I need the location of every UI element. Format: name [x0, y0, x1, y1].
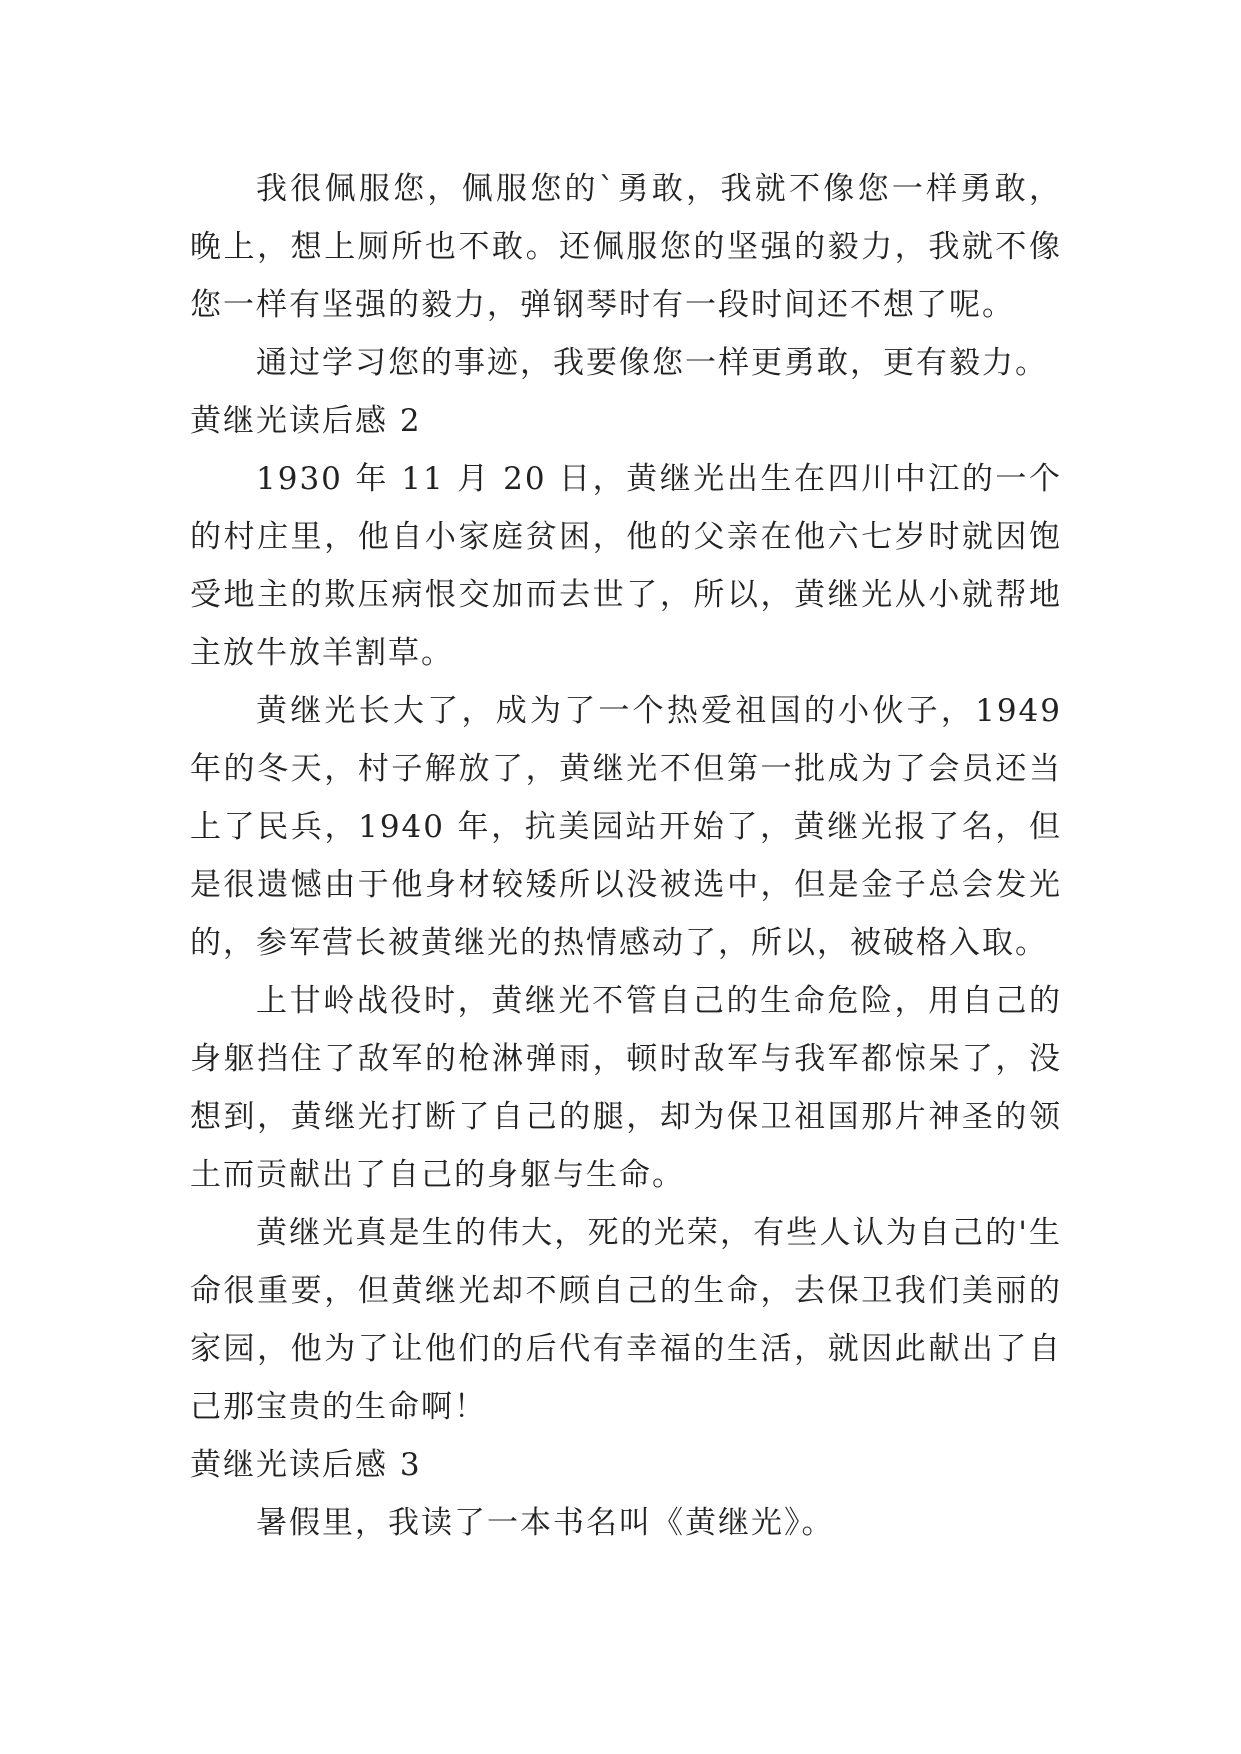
- paragraph: 暑假里，我读了一本书名叫《黄继光》。: [256, 1505, 835, 1541]
- paragraph: 我很佩服您，佩服您的`勇敢，我就不像您一样勇敢，晚上，想上厕所也不敢。还佩服您的坚强的毅力，我就不像您一样有坚强的毅力，弹钢琴时有一段时间还不想了呢。: [190, 171, 1062, 323]
- section-heading: 黄继光读后感 3: [190, 1447, 422, 1483]
- paragraph: 1930 年 11 月 20 日，黄继光出生在四川中江的一个的村庄里，他自小家庭贫困，他的父亲在他六七岁时就因饱受地主的欺压病恨交加而去世了，所以，黄继光从小就帮地主放牛放羊割草。: [190, 461, 1062, 671]
- section-heading: 黄继光读后感 2: [190, 403, 422, 439]
- paragraph: 黄继光真是生的伟大，死的光荣，有些人认为自己的'生命很重要，但黄继光却不顾自己的生命，去保卫我们美丽的家园，他为了让他们的后代有幸福的生活，就因此献出了自己那宝贵的生命啊！: [190, 1215, 1062, 1425]
- paragraph: 上甘岭战役时，黄继光不管自己的生命危险，用自己的身躯挡住了敌军的枪淋弹雨，顿时敌军与我军都惊呆了，没想到，黄继光打断了自己的腿，却为保卫祖国那片神圣的领土而贡献出了自己的身躯与生命。: [190, 983, 1062, 1193]
- document-body: [190, 160, 1062, 1552]
- paragraph: 通过学习您的事迹，我要像您一样更勇敢，更有毅力。: [256, 345, 1048, 381]
- paragraph: 黄继光长大了，成为了一个热爱祖国的小伙子，1949 年的冬天，村子解放了，黄继光不但第一批成为了会员还当上了民兵，1940 年，抗美园站开始了，黄继光报了名，但是很遗憾由于他身材较矮所以没被选中，但是金子总会发光的，参军营长被黄继光的热情感动了，所以，被破格入取。: [190, 693, 1062, 961]
